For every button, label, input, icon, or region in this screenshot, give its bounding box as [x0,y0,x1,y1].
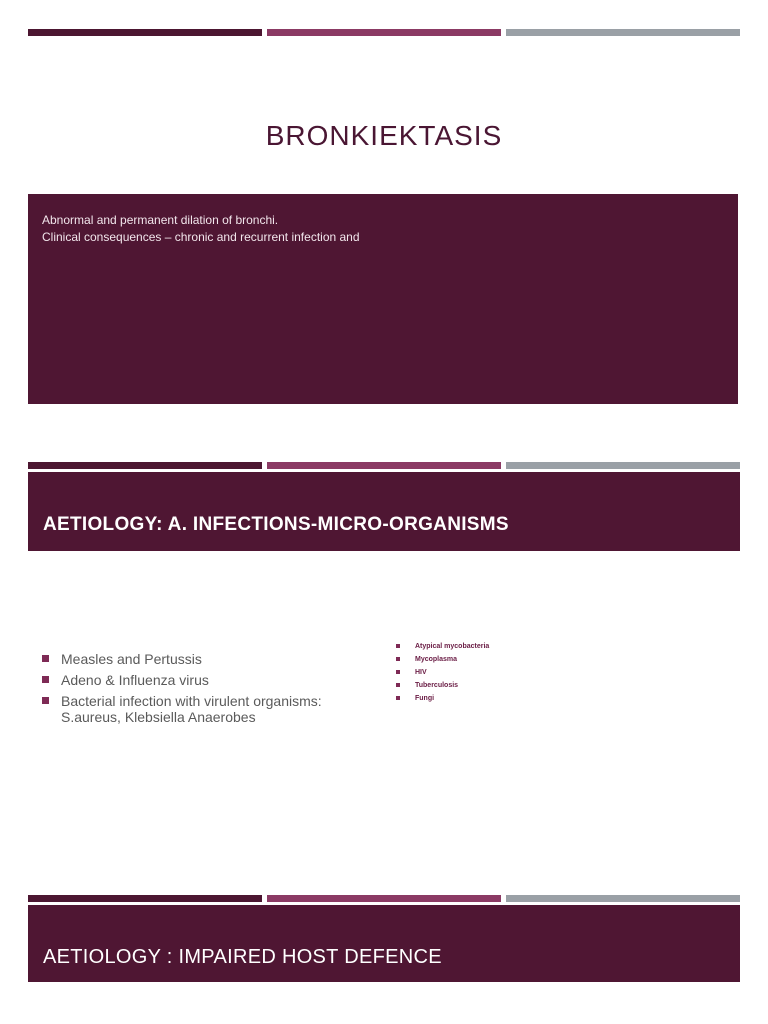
stripe-magenta [267,29,501,36]
list-item [396,642,596,652]
stripe-grey [506,895,740,902]
list-item [396,681,596,691]
square-bullet-icon [42,655,49,662]
list-item [396,655,596,665]
list-item [396,668,596,678]
list-item [42,651,362,667]
stripe-magenta [267,895,501,902]
slide2-header [28,472,740,551]
square-bullet-icon [42,697,49,704]
stripe-dark [28,462,262,469]
stripe-magenta [267,462,501,469]
slide2-left-list [42,651,362,730]
list-item [42,672,362,688]
stripe-grey [506,462,740,469]
slide1-text-line: Clinical consequences – chronic and recurrent infection and [42,230,360,244]
slide1-text-line: Abnormal and permanent dilation of bronchi. [42,213,279,227]
list-item-text: Adeno & Influenza virus [61,672,209,688]
square-bullet-icon [396,644,400,648]
square-bullet-icon [396,657,400,661]
square-bullet-icon [42,676,49,683]
list-item [42,693,362,725]
list-item-text: Measles and Pertussis [61,651,202,667]
list-item-text: Tuberculosis [415,682,459,689]
slide1-title: BRONKIEKTASIS [265,120,503,151]
slide1-top-stripes [28,29,740,36]
stripe-dark [28,895,262,902]
slide1-content-box [28,194,738,404]
slide2-top-stripes [28,462,740,469]
slide3-header [28,905,740,982]
list-item-text: Bacterial infection with virulent organisms: S.aureus, Klebsiella Anaerobes [61,693,322,725]
stripe-dark [28,29,262,36]
list-item-text: Mycoplasma [415,656,458,663]
stripe-grey [506,29,740,36]
slide3-top-stripes [28,895,740,902]
list-item-text: Atypical mycobacteria [415,643,490,650]
square-bullet-icon [396,683,400,687]
list-item-text: Fungi [415,695,435,702]
square-bullet-icon [396,670,400,674]
slide2-right-list [396,642,596,707]
slide2-title: AETIOLOGY: A. INFECTIONS-MICRO-ORGANISMS [43,514,509,535]
slide3-title: AETIOLOGY : IMPAIRED HOST DEFENCE [43,946,442,968]
list-item [396,694,596,704]
list-item-text: HIV [415,669,427,676]
square-bullet-icon [396,696,400,700]
